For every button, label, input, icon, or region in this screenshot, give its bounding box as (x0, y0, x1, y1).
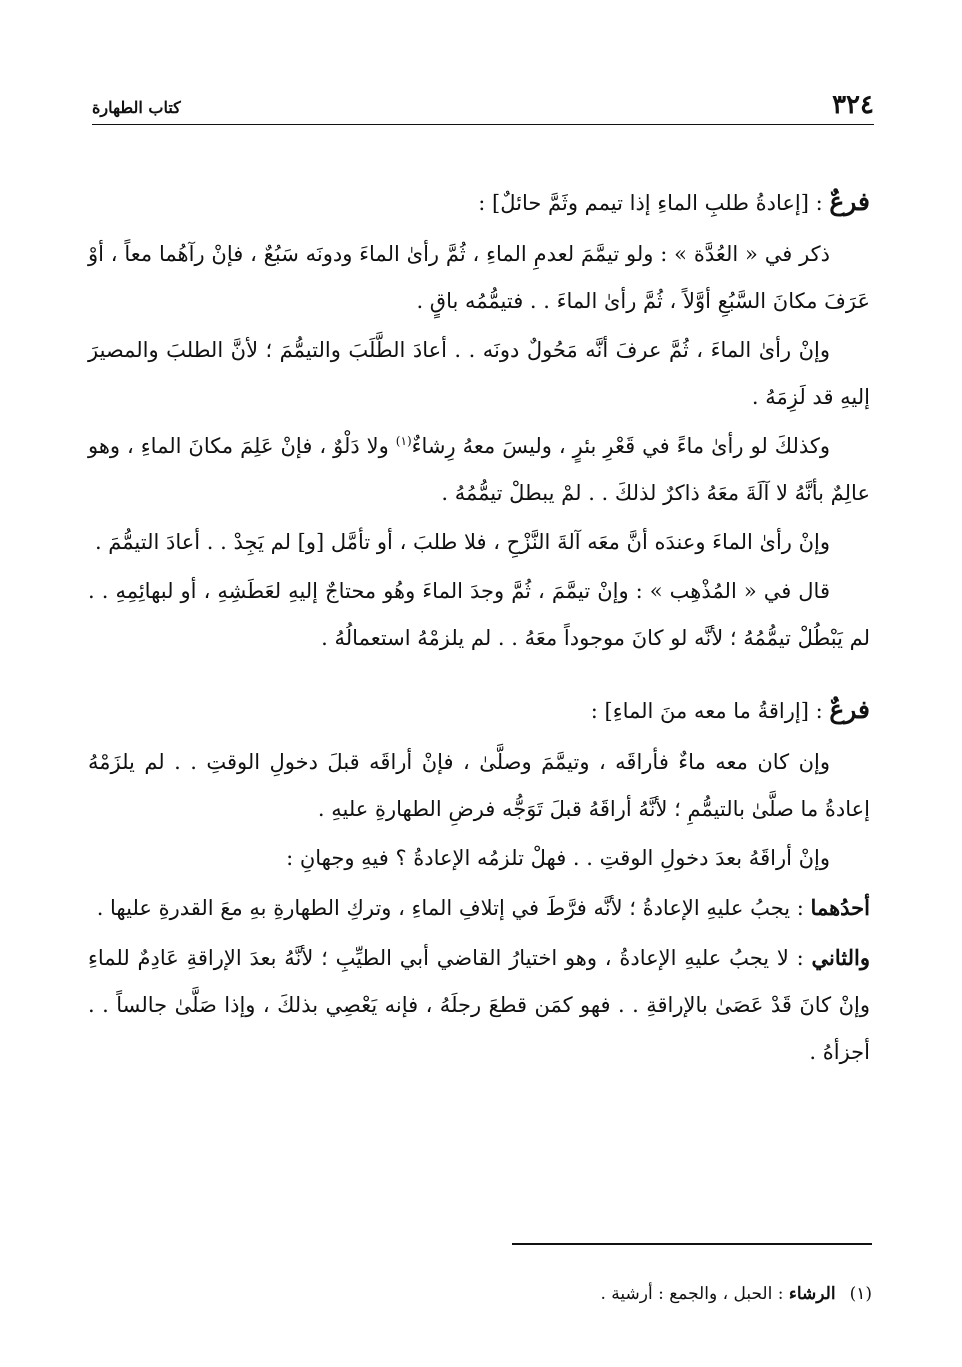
option-text: : يجبُ عليهِ الإعادةُ ؛ لأنَّه فرَّطَ في إتلافِ الماءِ ، وتركِ الطهارةِ بهِ معَ القدرةِ عليها . (96, 896, 811, 920)
option-lead: أحدُهما (810, 895, 870, 920)
paragraph-with-footnote (88, 423, 870, 517)
main-text (88, 184, 870, 1078)
footnote (90, 1280, 872, 1308)
section-title: : [إراقةُ ما معه منَ الماءِ] : (590, 699, 830, 723)
section-label: فرعٌ (829, 695, 870, 724)
option-paragraph (88, 884, 870, 932)
footnote-text: : الحبل ، والجمع : أرشية . (600, 1284, 789, 1304)
paragraph: قال في « المُذْهِب » : وإنْ تيمَّمَ ، ثُمَّ وجدَ الماءَ وهُو محتاجٌ إليهِ لعَطَشِهِ ، أو لبهائِمِهِ . . لم يَبْطُلْ تيمُّمُهُ ؛ لأنَّه لو كانَ موجوداً معَهُ . . لم يلزمْهُ استعمالُهُ . (88, 579, 870, 650)
paragraph: وإنْ أراقَهُ بعدَ دخولِ الوقتِ . . فهلْ تلزمُه الإعادةُ ؟ فيهِ وجهانِ : (286, 846, 830, 870)
page-number: ٣٢٤ (832, 90, 874, 120)
footnote-marker: (١) (395, 434, 412, 448)
footnote-term: الرشاء (788, 1284, 836, 1304)
section-title: : [إعادةُ طلبِ الماءِ إذا تيمم وثَمَّ حائلٌ] : (478, 191, 830, 215)
paragraph: وإنْ رأىٰ الماءَ ، ثُمَّ عرفَ أنَّه مَحُولٌ دونَه . . أعادَ الطَّلَبَ والتيمُّمَ ؛ لأنَّ الطلبَ والمصيرَ إليهِ قد لَزِمَهُ . (88, 338, 870, 409)
paragraph: ذكر في « العُدَّة » : ولو تيمَّمَ لعدمِ الماءِ ، ثُمَّ رأىٰ الماءَ ودونَه سَبُعٌ ، فإنْ رآهُما معاً ، أوْ عَرَفَ مكانَ السَّبُعِ أوَّلاً ، ثُمَّ رأىٰ الماءَ . . فتيمُّمُه باقٍ . (88, 242, 870, 313)
option-text: : لا يجبُ عليهِ الإعادةُ ، وهو اختيارُ القاضي أبي الطيِّبِ ؛ لأنَّهُ بعدَ الإراقةِ عَادِمٌ للماءِ وإنْ كانَ قَدْ عَصَىٰ بالإراقةِ . . فهو كمَن قطعَ رجلَهُ ، فإنه يَعْصِي بذلكَ ، وإذا صَلَّىٰ جالساً . . أجزأهُ . (88, 946, 870, 1064)
paragraph: وإنْ رأىٰ الماءَ وعندَه أنَّ معَه آلةَ النَّزْحِ ، فلا طلبَ ، أو تأمَّل [و] لم يَجِدْ . . أعادَ التيمُّمَ . (94, 530, 830, 554)
paragraph-text: وكذلكَ لو رأىٰ ماءً في قَعْرِ بئرٍ ، وليسَ معهُ رِشاءٌ (411, 434, 831, 458)
footnote-divider (512, 1243, 872, 1245)
footnote-number: (١) (849, 1284, 872, 1304)
option-lead: والثاني (811, 945, 870, 970)
section-heading (88, 692, 870, 729)
paragraph-text: ولا دَلْوٌ ، فإنْ عَلِمَ مكانَ الماءِ ، وهو عالِمٌ بأنَّهُ لا آلَةَ معَهُ ذاكرٌ لذلكَ . . لمْ يبطلْ تيمُّمُهُ . (88, 434, 870, 505)
section-label: فرعٌ (829, 187, 870, 216)
option-paragraph (88, 934, 870, 1076)
paragraph: وإن كان معه ماءٌ فأراقَه ، وتيمَّمَ وصلَّىٰ ، فإنْ أراقَه قبلَ دخولِ الوقتِ . . لم يلزَمْهُ إعادةُ ما صلَّىٰ بالتيمُّمِ ؛ لأنَّهُ أراقَهُ قبلَ تَوَجُّه فرضِ الطهارةِ عليهِ . (88, 750, 870, 821)
page-header (92, 84, 874, 125)
running-title: كتاب الطهارة (92, 98, 181, 117)
section-heading (88, 184, 870, 221)
section-spacer (88, 664, 870, 692)
